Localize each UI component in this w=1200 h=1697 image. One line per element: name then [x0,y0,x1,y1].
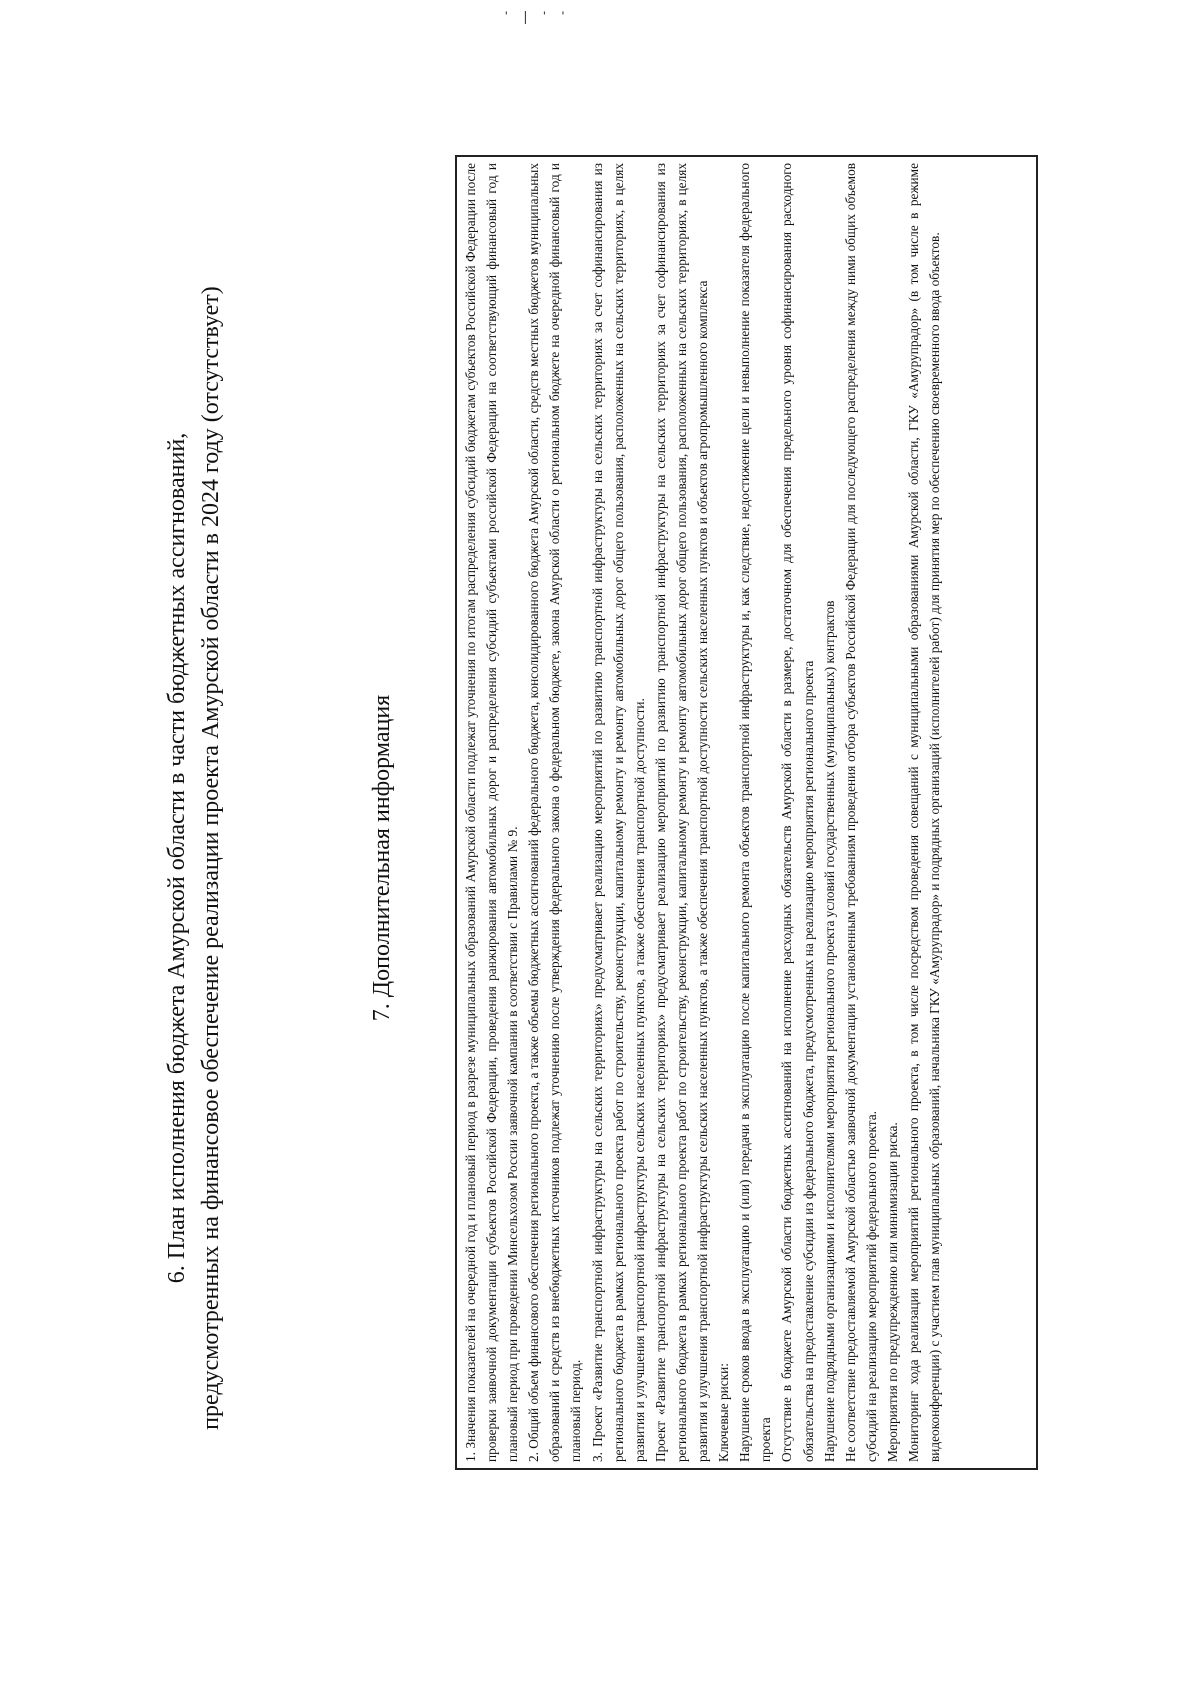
risk-3: Нарушение подрядными организациями и исполнителями мероприятия регионального проекта условий государственных (муниципальных) контрактов [821,600,837,1462]
rotated-content [150,98,1050,1598]
mitigation-heading: Мероприятия по предупреждению или минимизации риска. [884,1122,900,1462]
section-7-heading: 7. Дополнительная информация [369,694,395,1022]
info-paragraph-1: 1. Значения показателей на очередной год и плановый период в разрезе муниципальных образований Амурской области подлежат уточнения по итогам распределения субсидий бюджетам субъектов Российской Федерации после проверки заявочной документации субъектов Российской Федерации, проведения ранжирования автомобильных дорог и распределения субсидий субъектами российской Федерации на соответствующий финансовый год и плановый период при проведении Минсельхозом России заявочной кампании в соответствии с Правилами № 9. [463,163,521,1462]
risk-2: Отсутствие в бюджете Амурской области бюджетных ассигнований на исполнение расходных обязательств Амурской области в размере, достаточном для обеспечения предельного уровня софинансирования расходного обязательства на предоставление субсидии из федерального бюджета, предусмотренных на реализацию мероприятия регионального проекта [779,163,816,1462]
section-6-heading [160,118,228,1598]
mitigation-1: Мониторинг хода реализации мероприятий регионального проекта, в том числе посредством проведения совещаний с муниципальными образованиями Амурской области, ГКУ «Амурупрадор» (в том числе в режиме видеоконференции) с участием глав муниципальных образований, начальника ГКУ «Амурупрадор» и подрядных организаций (исполнителей работ) для принятия мер по обеспечению своевременного ввода объектов. [905,163,943,1462]
info-paragraph-4: Проект «Развитие транспортной инфраструктуры на сельских территориях» предусматривает реализацию мероприятий по развитию транспортной инфраструктуры на сельских территориях за счет софинансирования из регионального бюджета в рамках регионального проекта работ по строительству, реконструкции, капитальному ремонту и ремонту автомобильных дорог общего пользования, расположенных на сельских территориях, в целях развития и улучшения транспортной инфраструктуры сельских населенных пунктов, а также обеспечения транспортной доступности сельских населенных пунктов и объектов агропромышленного комплекса [652,163,711,1462]
info-paragraph-3: 3. Проект «Развитие транспортной инфраструктуры на сельских территориях» предусматривает реализацию мероприятий по развитию транспортной инфраструктуры на сельских территориях за счет софинансирования из регионального бюджета в рамках регионального проекта работ по строительству, реконструкции, капитальному ремонту и ремонту автомобильных дорог общего пользования, расположенных на сельских территориях, в целях развития и улучшения транспортной инфраструктуры сельских населенных пунктов, а также обеспечения транспортной доступности. [589,163,647,1462]
section-6-title-line-1: 6. План исполнения бюджета Амурской области в части бюджетных ассигнований, [164,432,190,1284]
section-6-title-line-2: предусмотренных на финансовое обеспечение реализации проекта Амурской области в 2024 году (отсутствует) [198,286,224,1430]
additional-info-box [455,155,1038,1470]
key-risks-heading: Ключевые риски: [716,1363,732,1462]
risk-4: Не соответствие предоставляемой Амурской областью заявочной документации установленным требованиям проведения отбора субъектов Российской Федерации для последующего распределения между ними общих объемов субсидий на реализацию мероприятий федерального проекта. [842,163,879,1462]
scan-marks: ' | ' ' [505,8,571,24]
risk-1: Нарушение сроков ввода в эксплуатацию и (или) передачи в эксплуатацию после капитального ремонта объектов транспортной инфраструктуры и, как следствие, недостижение цели и невыполнение показателя федерального проекта [737,163,774,1462]
info-paragraph-2: 2. Общий объем финансового обеспечения регионального проекта, а также объемы бюджетных ассигнований федерального бюджета, консолидированного бюджета Амурской области, средств местных бюджетов муниципальных образований и средств из внебюджетных источников подлежат уточнению после утверждения федерального закона о федеральном бюджете, закона Амурской области о региональном бюджете на очередной финансовый год и плановый период. [526,163,584,1462]
